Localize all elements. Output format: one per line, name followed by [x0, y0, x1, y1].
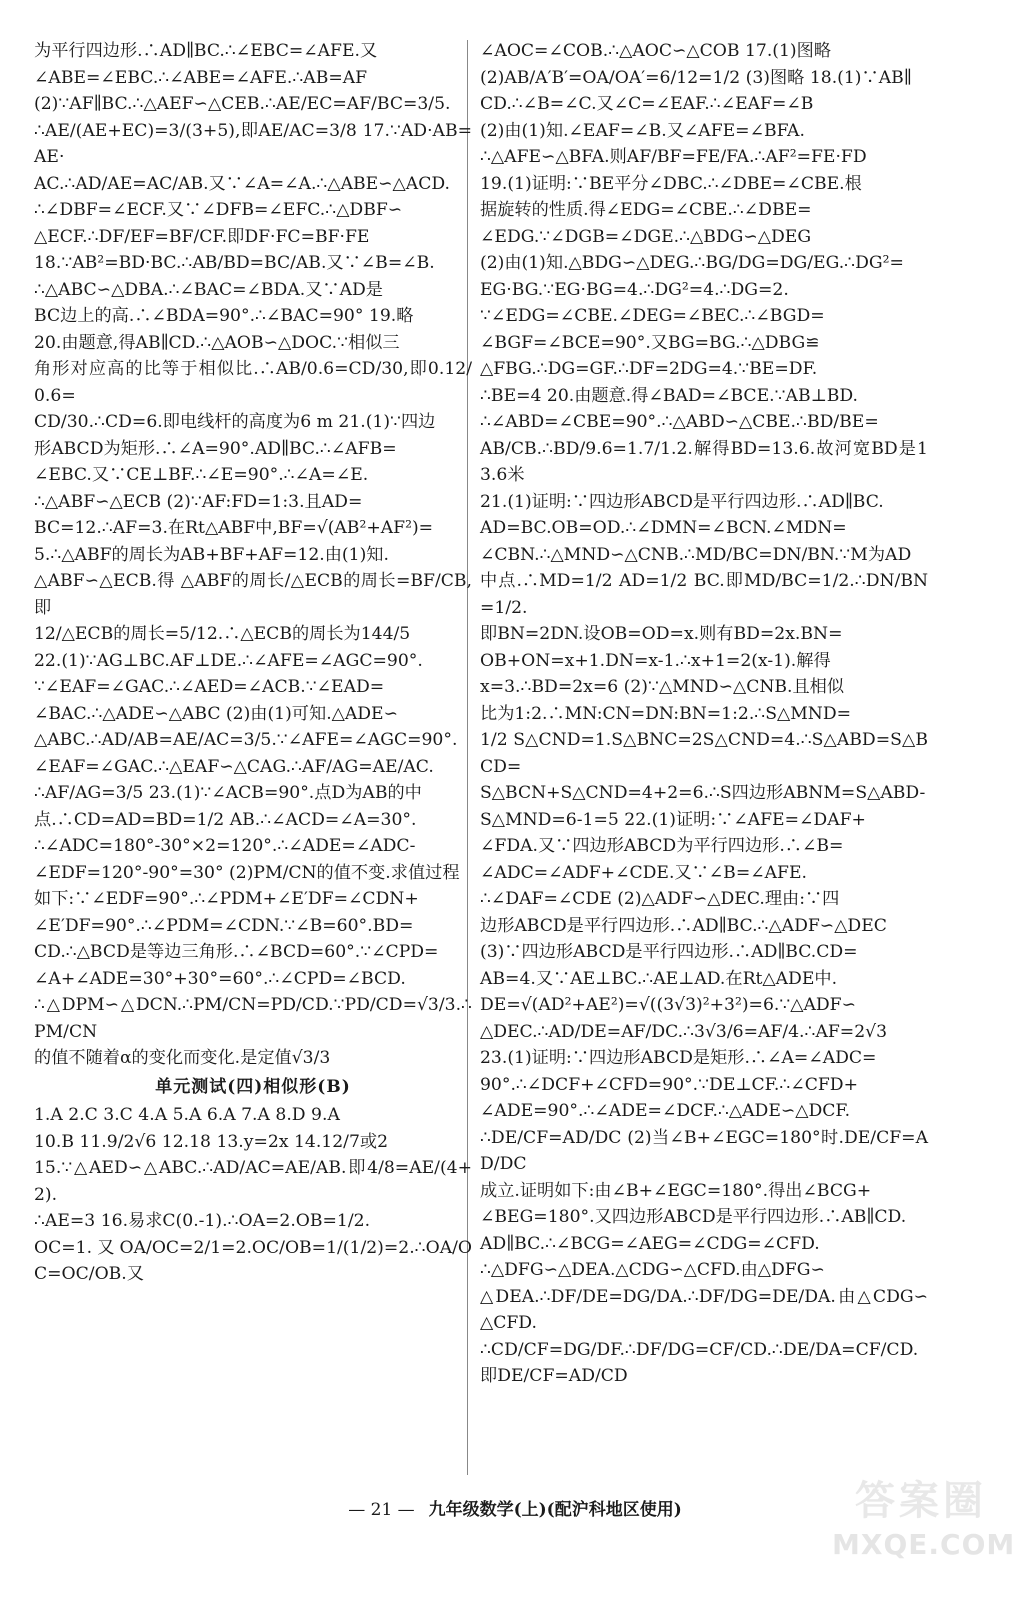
- section-title: 单元测试(四)相似形(B): [155, 1076, 351, 1097]
- answer-line: 点.∴CD=AD=BD=1/2 AB.∴∠ACD=∠A=30°.: [34, 809, 417, 830]
- answer-line: ∴∠DAF=∠CDE (2)△ADF∽△DEC.理由:∵四: [480, 889, 840, 909]
- answer-line: △FBG.∴DG=GF.∴DF=2DG=4.∵BE=DF.: [480, 359, 818, 379]
- answer-line: CD.∴△BCD是等边三角形.∴∠BCD=60°.∵∠CPD=: [34, 942, 439, 962]
- answer-line: 21.(1)证明:∵四边形ABCD是平行四边形.∴AD∥BC.: [480, 491, 884, 512]
- answer-line: ∴△DFG∽△DEA.△CDG∽△CFD.由△DFG∽: [480, 1260, 825, 1280]
- answer-line: (2)由(1)知.∠EAF=∠B.又∠AFE=∠BFA.: [480, 120, 805, 141]
- answer-line: 19.(1)证明:∵BE平分∠DBC.∴∠DBE=∠CBE.根: [480, 173, 862, 194]
- answer-line: ∠EBC.又∵CE⊥BF.∴∠E=90°.∴∠A=∠E.: [34, 465, 369, 485]
- answer-line: 的值不随着α的变化而变化.是定值√3/3: [34, 1048, 331, 1068]
- answer-line: △ABF∽△ECB.得 △ABF的周长/△ECB的周长=BF/CB,即: [34, 571, 472, 618]
- answer-line: ∴AE/(AE+EC)=3/(3+5),即AE/AC=3/8 17.∵AD·AB=AE·: [34, 120, 472, 167]
- answer-line: △ECF.∴DF/EF=BF/CF.即DF·FC=BF·FE: [34, 226, 370, 247]
- answer-line: ∴△DPM∽△DCN.∴PM/CN=PD/CD.∵PD/CD=√3/3.∴PM/CN: [34, 995, 472, 1042]
- answer-line: (3)∵四边形ABCD是平行四边形.∴AD∥BC.CD=: [480, 942, 858, 962]
- answer-line: ∴AE=3 16.易求C(0.-1).∴OA=2.OB=1/2.: [34, 1211, 371, 1231]
- watermark-logo: 答案圈: [855, 1478, 987, 1524]
- watermark-site: MXQE.COM: [832, 1528, 1016, 1561]
- answer-line: ∵∠EDG=∠CBE.∠DEG=∠BEC.∴∠BGD=: [480, 306, 825, 326]
- left-column: [34, 38, 472, 1288]
- answer-line: △DEC.∴AD/DE=AF/DC.∴3√3/6=AF/4.∴AF=2√3: [480, 1021, 888, 1042]
- answer-line: ∴AF/AG=3/5 23.(1)∵∠ACB=90°.点D为AB的中: [34, 783, 422, 803]
- answer-line: ∠AOC=∠COB.∴△AOC∽△COB 17.(1)图略: [480, 41, 832, 61]
- answer-line: ∴∠ABD=∠CBE=90°.∴△ABD∽△CBE.∴BD/BE=: [480, 412, 879, 432]
- answer-line: ∠EAF=∠GAC.∴△EAF∽△CAG.∴AF/AG=AE/AC.: [34, 756, 434, 777]
- answer-line: (2)由(1)知.△BDG∽△DEG.∴BG/DG=DG/EG.∴DG²=: [480, 253, 904, 273]
- answer-line: S△MND=6-1=5 22.(1)证明:∵∠AFE=∠DAF+: [480, 809, 866, 830]
- answer-line: ∠ADC=∠ADF+∠CDE.又∵∠B=∠AFE.: [480, 862, 807, 883]
- answer-line: 12/△ECB的周长=5/12.∴△ECB的周长为144/5: [34, 624, 411, 644]
- answer-line: ∴△ABC∽△DBA.∴∠BAC=∠BDA.又∵AD是: [34, 279, 383, 300]
- answer-line: 如下:∵∠EDF=90°.∴∠PDM+∠E′DF=∠CDN+: [34, 889, 419, 909]
- answer-line: 1/2 S△CND=1.S△BNC=2S△CND=4.∴S△ABD=S△BCD=: [480, 730, 928, 777]
- answer-line: 成立.证明如下:由∠B+∠EGC=180°.得出∠BCG+: [480, 1180, 872, 1201]
- answer-line: S△BCN+S△CND=4+2=6.∴S四边形ABNM=S△ABD-: [480, 783, 926, 803]
- answer-line: 中点.∴MD=1/2 AD=1/2 BC.即MD/BC=1/2.∴DN/BN=1/2.: [480, 571, 928, 618]
- answer-line: 据旋转的性质.得∠EDG=∠CBE.∴∠DBE=: [480, 200, 812, 220]
- answer-line: AD∥BC.∴∠BCG=∠AEG=∠CDG=∠CFD.: [480, 1233, 820, 1254]
- answer-line: ∴△ABF∽△ECB (2)∵AF:FD=1:3.且AD=: [34, 491, 363, 512]
- answer-line: ∴DE/CF=AD/DC (2)当∠B+∠EGC=180°时.DE/CF=AD/DC: [480, 1127, 928, 1174]
- answer-line: ∴∠DBF=∠ECF.又∵∠DFB=∠EFC.∴△DBF∽: [34, 200, 403, 220]
- answer-line: 5.∴△ABF的周长为AB+BF+AF=12.由(1)知.: [34, 544, 389, 565]
- answer-line: CD/30.∴CD=6.即电线杆的高度为6 m 21.(1)∵四边: [34, 412, 436, 432]
- answer-line: ∵∠EAF=∠GAC.∴∠AED=∠ACB.∵∠EAD=: [34, 677, 385, 697]
- right-column: [480, 38, 928, 1390]
- answer-line: ∠BGF=∠BCE=90°.又BG=BG.∴△DBG≌: [480, 332, 820, 353]
- answer-line: 90°.∴∠DCF+∠CFD=90°.∵DE⊥CF.∴∠CFD+: [480, 1074, 858, 1095]
- answer-line: 18.∵AB²=BD·BC.∴AB/BD=BC/AB.又∵∠B=∠B.: [34, 253, 435, 273]
- answer-line: CD.∴∠B=∠C.又∠C=∠EAF.∴∠EAF=∠B: [480, 94, 814, 114]
- answer-line: ∠BEG=180°.又四边形ABCD是平行四边形.∴AB∥CD.: [480, 1207, 907, 1227]
- answer-line: ∠EDF=120°-90°=30° (2)PM/CN的值不变.求值过程: [34, 862, 460, 883]
- answer-line: 角形对应高的比等于相似比.∴AB/0.6=CD/30,即0.12/0.6=: [34, 359, 472, 406]
- answer-line: 1.A 2.C 3.C 4.A 5.A 6.A 7.A 8.D 9.A: [34, 1105, 340, 1125]
- answer-line: AB=4.又∵AE⊥BC.∴AE⊥AD.在Rt△ADE中.: [480, 968, 838, 989]
- answer-line: ∠ABE=∠EBC.∴∠ABE=∠AFE.∴AB=AF: [34, 67, 368, 88]
- answer-line: 20.由题意,得AB∥CD.∴△AOB∽△DOC.∵相似三: [34, 332, 400, 353]
- page-number: — 21 —: [348, 1500, 415, 1520]
- answer-line: 22.(1)∵AG⊥BC.AF⊥DE.∴∠AFE=∠AGC=90°.: [34, 650, 423, 671]
- answer-line: EG·BG.∵EG·BG=4.∴DG²=4.∴DG=2.: [480, 279, 789, 300]
- answer-line: AC.∴AD/AE=AC/AB.又∵∠A=∠A.∴△ABE∽△ACD.: [34, 173, 450, 194]
- answer-line: (2)AB/A′B′=OA/OA′=6/12=1/2 (3)图略 18.(1)∵AB∥: [480, 67, 912, 88]
- answer-line: ∴CD/CF=DG/DF.∴DF/DG=CF/CD.∴DE/DA=CF/CD.即DE/CF=AD/CD: [480, 1339, 919, 1386]
- answer-line: OC=1.又OA/OC=2/1=2.OC/OB=1/(1/2)=2.∴OA/OC=OC/OB.又: [34, 1237, 472, 1284]
- answer-line: BC=12.∴AF=3.在Rt△ABF中,BF=√(AB²+AF²)=: [34, 518, 434, 538]
- watermark: [832, 1472, 1016, 1584]
- answer-line: △ABC.∴AD/AB=AE/AC=3/5.∵∠AFE=∠AGC=90°.: [34, 730, 458, 750]
- answer-line: ∠E′DF=90°.∴∠PDM=∠CDN.∵∠B=60°.BD=: [34, 915, 414, 936]
- answer-line: ∠ADE=90°.∴∠ADE=∠DCF.∴△ADE∽△DCF.: [480, 1101, 851, 1121]
- answer-line: ∠A+∠ADE=30°+30°=60°.∴∠CPD=∠BCD.: [34, 968, 406, 989]
- answer-line: 为平行四边形.∴AD∥BC.∴∠EBC=∠AFE.又: [34, 41, 378, 61]
- answer-line: 边形ABCD是平行四边形.∴AD∥BC.∴△ADF∽△DEC: [480, 915, 887, 936]
- answer-line: (2)∵AF∥BC.∴△AEF∽△CEB.∴AE/EC=AF/BC=3/5.: [34, 94, 451, 114]
- answer-line: DE=√(AD²+AE²)=√((3√3)²+3²)=6.∵△ADF∽: [480, 995, 857, 1015]
- answer-line: ∴∠ADC=180°-30°×2=120°.∴∠ADE=∠ADC-: [34, 836, 416, 856]
- answer-line: x=3.∴BD=2x=6 (2)∵△MND∽△CNB.且相似: [480, 677, 845, 697]
- answer-line: BC边上的高.∴∠BDA=90°.∴∠BAC=90° 19.略: [34, 306, 414, 326]
- answer-line: AB/CB.∴BD/9.6=1.7/1.2.解得BD=13.6.故河宽BD是13.6米: [480, 438, 928, 485]
- answer-line: △DEA.∴DF/DE=DG/DA.∴DF/DG=DE/DA.由△CDG∽△CFD.: [480, 1286, 928, 1333]
- answer-line: ∴△AFE∽△BFA.则AF/BF=FE/FA.∴AF²=FE·FD: [480, 147, 867, 167]
- answer-line: 23.(1)证明:∵四边形ABCD是矩形.∴∠A=∠ADC=: [480, 1048, 877, 1068]
- book-title: 九年级数学(上)(配沪科地区使用): [428, 1500, 682, 1520]
- answer-line: ∴BE=4 20.由题意.得∠BAD=∠BCE.∵AB⊥BD.: [480, 385, 858, 406]
- answer-line: 比为1:2.∴MN:CN=DN:BN=1:2.∴S△MND=: [480, 703, 852, 724]
- answer-line: ∠CBN.∴△MND∽△CNB.∴MD/BC=DN/BN.∵M为AD: [480, 544, 912, 565]
- answer-line: ∠BAC.∴△ADE∽△ABC (2)由(1)可知.△ADE∽: [34, 703, 399, 724]
- answer-line: OB+ON=x+1.DN=x-1.∴x+1=2(x-1).解得: [480, 650, 831, 671]
- answer-line: 形ABCD为矩形.∴∠A=90°.AD∥BC.∴∠AFB=: [34, 438, 397, 459]
- answer-line: 10.B 11.9/2√6 12.18 13.y=2x 14.12/7或2: [34, 1131, 389, 1152]
- answer-line: AD=BC.OB=OD.∴∠DMN=∠BCN.∠MDN=: [480, 518, 847, 538]
- answer-line: ∠FDA.又∵四边形ABCD为平行四边形.∴∠B=: [480, 836, 844, 856]
- answer-line: 即BN=2DN.设OB=OD=x.则有BD=2x.BN=: [480, 624, 843, 644]
- answer-line: ∠EDG.∵∠DGB=∠DGE.∴△BDG∽△DEG: [480, 226, 812, 247]
- answer-line: 15.∵△AED∽△ABC.∴AD/AC=AE/AB.即4/8=AE/(4+2).: [34, 1158, 472, 1205]
